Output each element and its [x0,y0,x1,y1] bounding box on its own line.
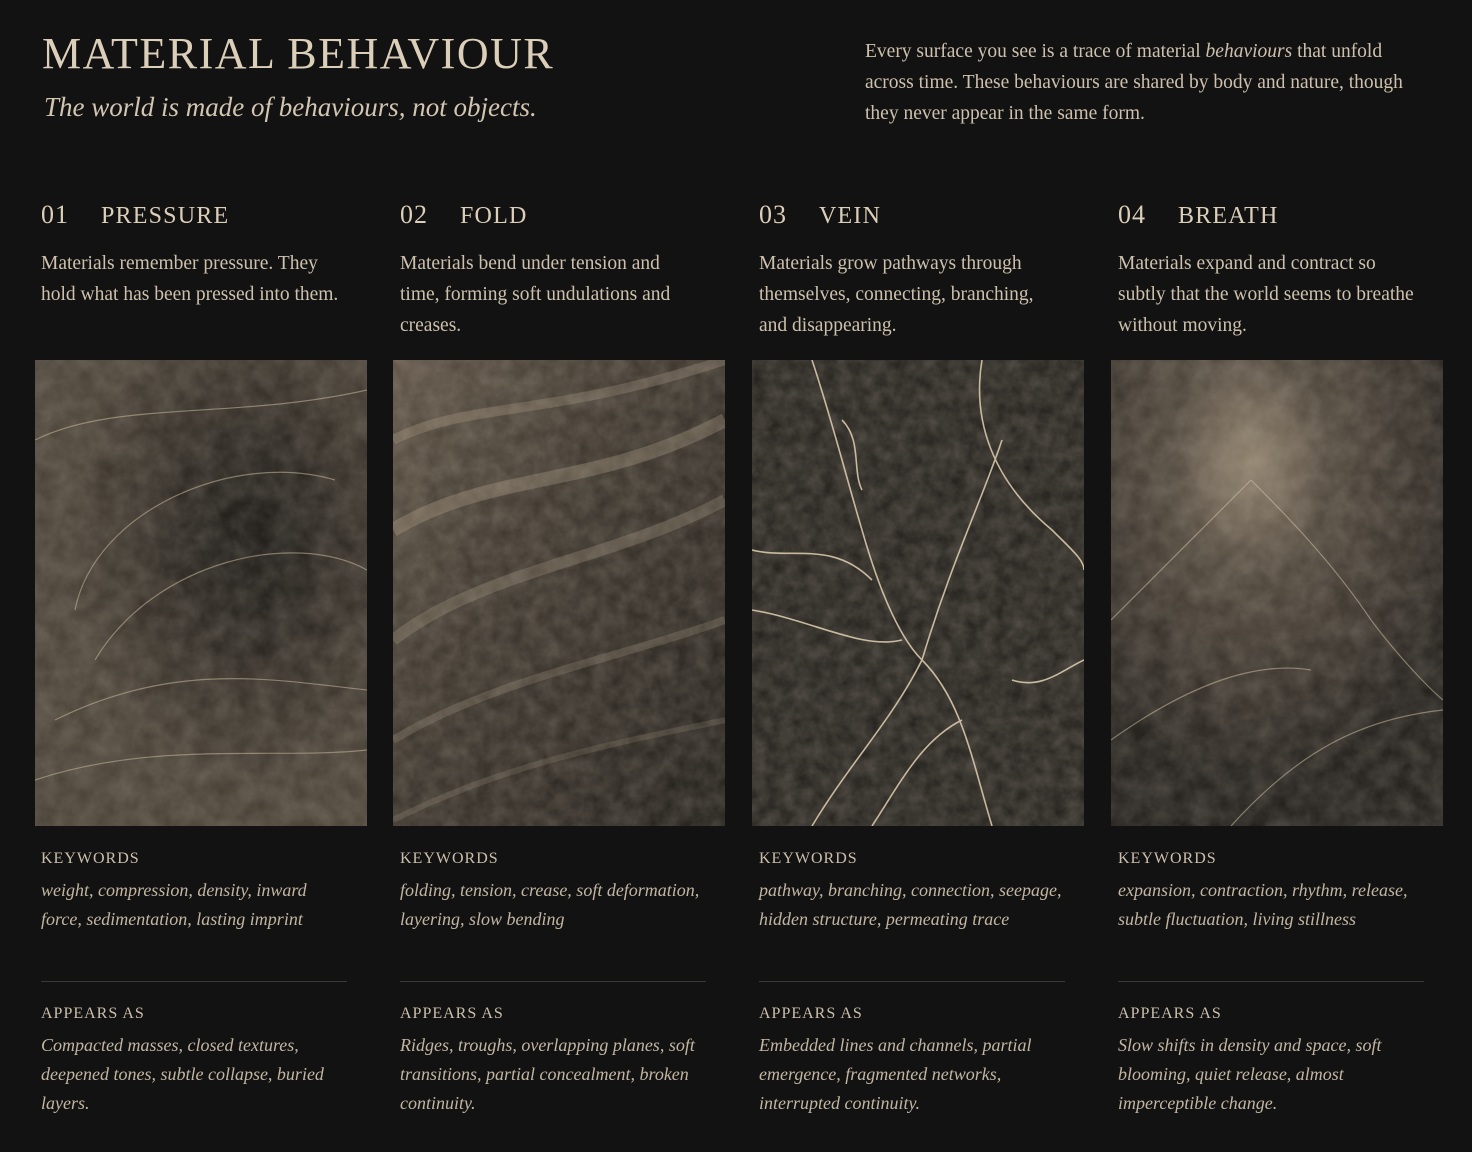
appears-section-vein [759,1005,1065,1118]
page-title: MATERIAL BEHAVIOUR [42,29,555,78]
column-pressure [41,200,373,358]
intro-text-start: Every surface you see is a trace of material [865,41,1206,62]
keywords-section-vein [759,850,1065,934]
column-vein [759,200,1091,358]
appears-label: APPEARS AS [400,1005,504,1022]
column-name: PRESSURE [101,203,230,229]
column-number: 02 [400,200,428,229]
appears-text: Slow shifts in density and space, soft blooming, quiet release, almost imperceptible change. [1118,1035,1382,1113]
column-heading [41,200,373,242]
page-subtitle: The world is made of behaviours, not objects. [44,92,537,122]
appears-section-breath [1118,1005,1424,1118]
keywords-label: KEYWORDS [400,850,499,867]
column-description: Materials grow pathways through themselves, connecting, branching, and disappearing. [759,253,1034,336]
intro-emphasis: behaviours [1205,41,1293,62]
column-breath [1118,200,1450,358]
intro-paragraph [865,36,1425,129]
keywords-text: weight, compression, density, inward force, sedimentation, lasting imprint [41,880,307,929]
keywords-text: pathway, branching, connection, seepage, hidden structure, permeating trace [759,880,1062,929]
keywords-section-pressure [41,850,347,934]
pressure-texture-image [35,360,367,826]
section-divider [1118,981,1424,982]
keywords-section-fold [400,850,706,934]
intro-text-end: that unfold across time. These behaviours are shared by body and nature, though they never appear in the same form. [865,41,1403,124]
column-heading [759,200,1091,242]
column-description: Materials expand and contract so subtly that the world seems to breathe without moving. [1118,253,1414,336]
column-number: 03 [759,200,787,229]
fold-texture-image [393,360,725,826]
keywords-text: expansion, contraction, rhythm, release, subtle fluctuation, living stillness [1118,880,1408,929]
keywords-text: folding, tension, crease, soft deformation, layering, slow bending [400,880,700,929]
column-heading [400,200,732,242]
column-heading [1118,200,1450,242]
breath-texture-image [1111,360,1443,826]
column-number: 04 [1118,200,1146,229]
column-name: FOLD [460,203,528,229]
column-name: BREATH [1178,203,1279,229]
column-description: Materials remember pressure. They hold what has been pressed into them. [41,253,339,305]
section-divider [759,981,1065,982]
appears-section-fold [400,1005,706,1118]
section-divider [41,981,347,982]
column-description: Materials bend under tension and time, forming soft undulations and creases. [400,253,671,336]
appears-label: APPEARS AS [759,1005,863,1022]
appears-section-pressure [41,1005,347,1118]
keywords-section-breath [1118,850,1424,934]
appears-text: Compacted masses, closed textures, deepened tones, subtle collapse, buried layers. [41,1035,324,1113]
vein-texture-image [752,360,1084,826]
column-number: 01 [41,200,69,229]
section-divider [400,981,706,982]
keywords-label: KEYWORDS [1118,850,1217,867]
appears-text: Embedded lines and channels, partial emergence, fragmented networks, interrupted continuity. [759,1035,1032,1113]
keywords-label: KEYWORDS [41,850,140,867]
column-name: VEIN [819,203,882,229]
appears-text: Ridges, troughs, overlapping planes, soft transitions, partial concealment, broken continuity. [400,1035,695,1113]
keywords-label: KEYWORDS [759,850,858,867]
column-fold [400,200,732,358]
appears-label: APPEARS AS [41,1005,145,1022]
appears-label: APPEARS AS [1118,1005,1222,1022]
